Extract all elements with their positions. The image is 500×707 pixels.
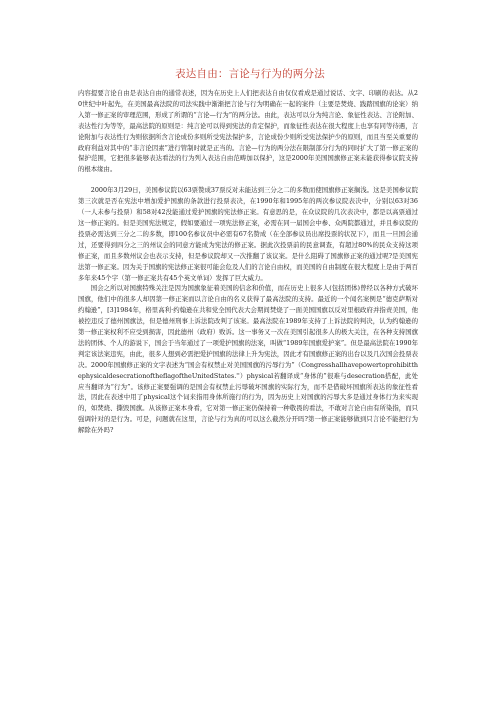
abstract-paragraph: 内容提要言论自由是表达自由的通常表述，因为在历史上人们把表达自由仅仅看成是通过说话、文字、印刷的表达。从20世纪中叶起先，在美国最高法院的司法实践中渐渐把言论与行为明确在一起的案件（主要是焚烧、践踏国旗的论案）纳入第一修正案的审理范围，形成了所谓的“言论—行为”的两分法。由此，表达可以分为纯言论、象征性表达、言论附加、表达性行为等等，最高法院的原则是：纯言论可以得到宪法的肯定保护，而象征性表达在很大程度上也享有同等待遇，言论附加与表达性行为则依据所含言论成份多则所受宪法保护多，言论成份少则所受宪法保护少的原则，而且当至关重要的政府利益对其中的“非言论因素”进行管制时就是正当的。言论—行为的两分法在限制部分行为的同时扩大了第一修正案的保护范围，它把很多能够表达看法的行为列入表达自由范畴加以保护，这是2000年美国国旗修正案未能获得参议院支持的根本缘由。 (78, 89, 418, 174)
document-body (78, 88, 418, 436)
body-paragraph: 国会之所以对国旗特殊关注是因为国旗象征着美国的信念和价值，而在历史上很多人(包括团体)曾经以各种方式破坏国旗，他们中的很多人却因第一修正案而以言论自由的名义获得了最高法院的支持。最近的一个闻名案例是“德克萨斯对约翰逊”，[3]1984年，格里高利·约翰逊在共和党全国代表大会期间焚烧了一面美国国旗以反对里根政府并指责美国，他被控违反了德州国旗法，但是德州刑事上诉法院改判了该案。最高法院在1989年支持了上诉法院的判决，认为约翰逊的第一修正案权利不应受到损害，因此德州（政府）败诉。这一事务又一次在美国引起很多人的极大关注，在各种支持国旗法的团体、个人的游说下，国会于当年通过了一项爱护国旗的法案，叫做“1989年国旗爱护案”。但是最高法院在1990年判定该法案违宪，由此，很多人想到必需把爱护国旗的法律上升为宪法，因此才有国旗修正案的出台以及几次国会投票表决。2000年国旗修正案的文字表述为“国会有权禁止对美国国旗的污辱行为”（CongresshallhavepowertoprohibitthephysicaldesecrationoftheflagoftheUnitedStates.''）physical若翻译成“身体的”很难与desecration搭配，此处应当翻译为“行为”。该修正案要强调的是国会有权禁止污辱破坏国旗的实际行为，而不是借破坏国旗所表达的象征性看法，因此在表述中用了physical这个词来指用身体所施行的行为，因为历史上对国旗的污辱大多是通过身体行为来实现的，如焚烧、撕毁国旗。从该修正案本身看，它对第一修正案仍保持着一种敬畏的看法，不敢对言论自由有所染指，而只强调针对的是行为。可是，问题就在这里，言论与行为真的可以这么截然分开吗?第一修正案能够做到只言论不能把行为解除在外吗? (78, 284, 418, 435)
paragraph-gap (78, 175, 418, 185)
page-title: 表达自由：言论与行为的两分法 (175, 68, 325, 80)
body-paragraph: 2000年3月29日，美国参议院以63票赞成37票反对未能达到三分之二的多数而使国旗修正案搁浅。这是美国参议院第三次就是否在宪法中增加爱护国旗的条款进行投票表决，在1990年和1995年的两次参议院表决中，分别以63对36（一人未参与投票）和58对42没能通过爱护国旗的宪法修正案。有意思的是，在众议院的几次表决中，都是以高票通过这一修正案的。但是美国宪法规定，假如要通过一项宪法修正案，必需在同一届国会中参、众两院都通过，并且参议院的投票必需达到三分之二的多数，即100名参议员中必需有67名赞成（在全部参议员出席投票的状况下），而且一旦国会通过，还要得到四分之三的州议会的同意方能成为宪法的修正案。据此次投票前的民意调查，有超过80%的民众支持这项修正案，而且多数州议会也表示支持，但是参议院却又一次推翻了该议案。是什么阻碍了国旗修正案的通过呢?是美国宪法第一修正案。因为关于国旗的宪法修正案很可能会危及人们的言论自由权，而美国的自由制度在很大程度上是由于两百多年来45个字（第一修正案共有45个英文单词）发挥了巨大威力。 (78, 186, 418, 282)
